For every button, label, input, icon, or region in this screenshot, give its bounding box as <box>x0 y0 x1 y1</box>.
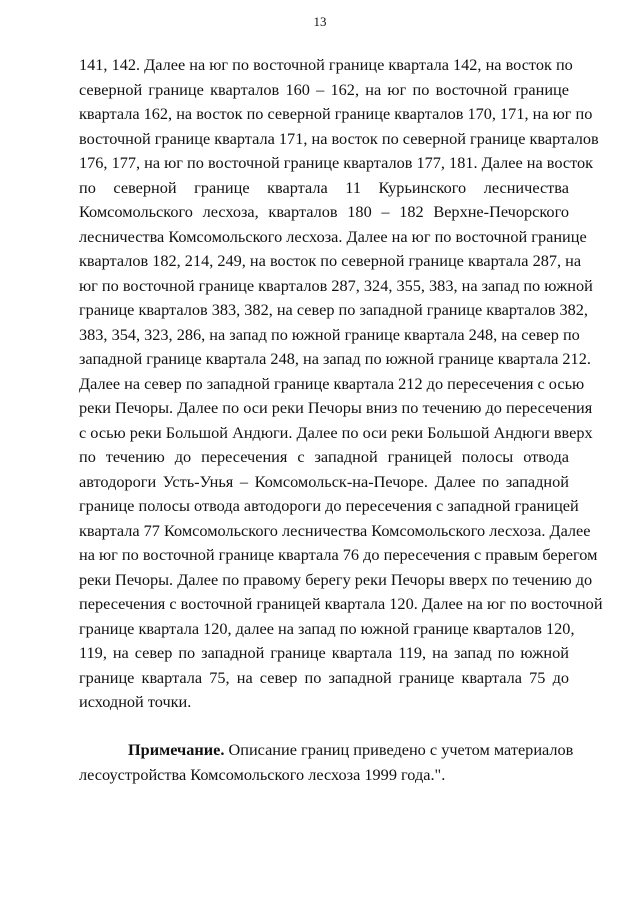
boundary-description-text <box>79 53 603 715</box>
body-line: реки Печоры. Далее по оси реки Печоры вниз по течению до пересечения <box>79 398 593 417</box>
body-line: 383, 354, 323, 286, на запад по южной границе квартала 248, на север по <box>79 324 580 344</box>
body-line: 176, 177, на юг по восточной границе кварталов 177, 181. Далее на восток <box>79 153 594 172</box>
body-line: западной границе квартала 248, на запад по южной границе квартала 212. <box>79 349 591 368</box>
body-line: границе кварталов 383, 382, на север по западной границе кварталов 382, <box>79 300 588 319</box>
body-line: пересечения с восточной границей квартала 120. Далее на юг по восточной <box>79 594 603 613</box>
body-line: с осью реки Большой Андюги. Далее по оси реки Большой Андюги вверх <box>79 422 593 442</box>
body-line: по течению до пересечения с западной границей полосы отвода <box>79 447 569 466</box>
note-paragraph <box>79 738 574 787</box>
body-line: границе квартала 120, далее на запад по южной границе кварталов 120, <box>79 618 575 638</box>
body-line: квартала 162, на восток по северной границе кварталов 170, 171, на юг по <box>79 104 593 123</box>
body-line: реки Печоры. Далее по правому берегу реки Печоры вверх по течению до <box>79 569 593 589</box>
body-line: на юг по восточной границе квартала 76 до пересечения с правым берегом <box>79 545 598 564</box>
body-line: границе полосы отвода автодороги до пересечения с западной границей <box>79 496 579 515</box>
body-line: Комсомольского лесхоза, кварталов 180 – 182 Верхне-Печорского <box>79 202 569 221</box>
body-line: 141, 142. Далее на юг по восточной границе квартала 142, на восток по <box>79 55 573 74</box>
body-line: по северной границе квартала 11 Курьинского лесничества <box>79 177 569 197</box>
body-line: лесничества Комсомольского лесхоза. Далее на юг по восточной границе <box>79 226 587 246</box>
body-line: исходной точки. <box>79 692 192 711</box>
page-number: 13 <box>313 14 327 29</box>
note-label: Примечание. <box>128 740 225 759</box>
body-line: квартала 77 Комсомольского лесничества Комсомольского лесхоза. Далее <box>79 520 591 540</box>
body-line: границе квартала 75, на север по западной границе квартала 75 до <box>79 667 569 687</box>
note-text-1: Описание границ приведено с учетом материалов <box>224 740 574 759</box>
body-line: 119, на север по западной границе квартала 119, на запад по южной <box>79 643 569 662</box>
body-line: северной границе кварталов 160 – 162, на юг по восточной границе <box>79 79 569 99</box>
note-line-1 <box>79 738 574 763</box>
body-line: автодороги Усть-Унья – Комсомольск-на-Печоре. Далее по западной <box>79 471 569 491</box>
body-line: Далее на север по западной границе квартала 212 до пересечения с осью <box>79 373 585 393</box>
note-line-2: лесоустройства Комсомольского лесхоза 1999 года.". <box>79 764 446 784</box>
body-line: кварталов 182, 214, 249, на восток по северной границе квартала 287, на <box>79 251 582 270</box>
body-line: юг по восточной границе кварталов 287, 324, 355, 383, на запад по южной <box>79 275 593 295</box>
body-line: восточной границе квартала 171, на восток по северной границе кварталов <box>79 128 599 148</box>
